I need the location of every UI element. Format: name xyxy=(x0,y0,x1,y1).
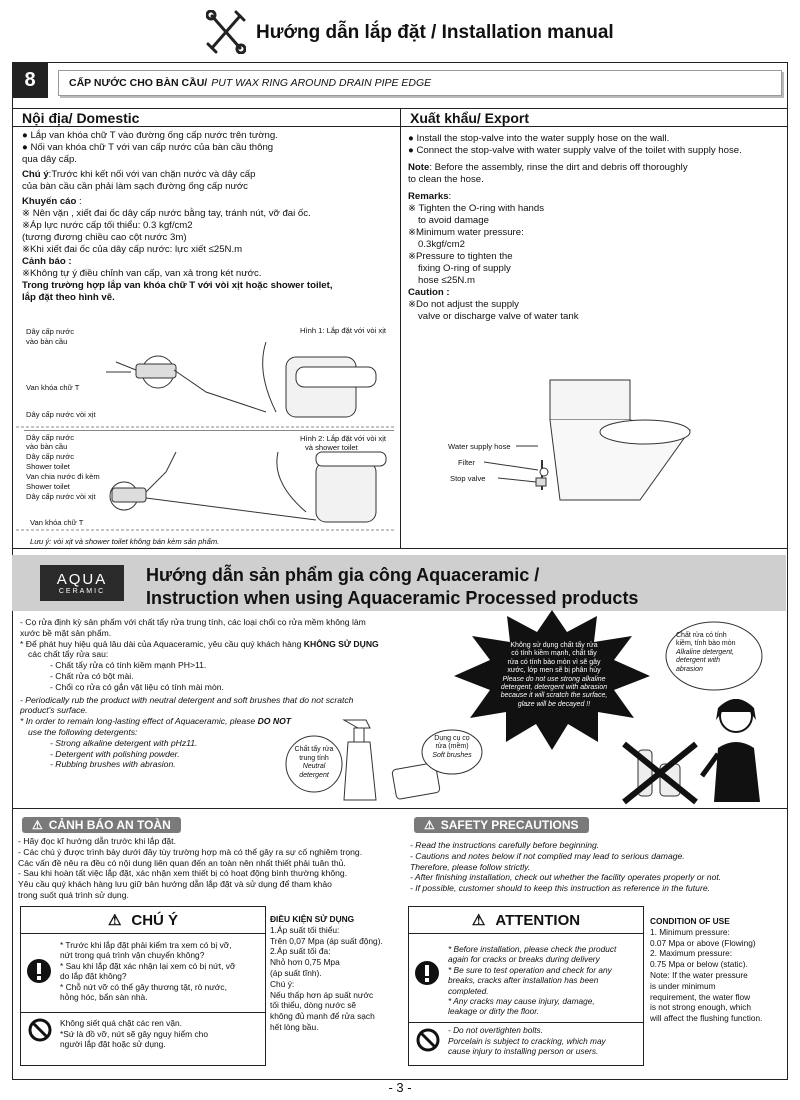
chu-y-line: * Trước khi lắp đặt phải kiểm tra xem có bị vỡ, xyxy=(60,940,232,950)
attention-line: * Before installation, please check the product xyxy=(448,944,617,954)
cond-vi-line: Chú ý: xyxy=(270,978,295,989)
starburst-line: xước, lớp men sẽ bị phân hủy xyxy=(507,667,601,675)
export-note-line2: to clean the hose. xyxy=(408,174,484,185)
aqua-vi-item: - Chất rửa có bột mài. xyxy=(50,670,134,681)
aqua-en-line: * In order to remain long-lasting effect of Aquaceramic, please xyxy=(20,716,258,727)
cond-en-line: requirement, the water flow xyxy=(650,991,751,1002)
bubble-line: detergent with xyxy=(676,657,720,665)
safety-en-line: Therefore, please follow strictly. xyxy=(410,861,531,872)
warn-label: Cảnh báo : xyxy=(22,256,72,267)
safety-vi-text xyxy=(18,836,398,901)
remarks-colon: : xyxy=(448,191,452,202)
starburst-line: glaze will be decayed !! xyxy=(517,700,591,708)
exclamation-icon xyxy=(26,958,52,989)
aqua-vi-line: xước bề mặt sản phẩm. xyxy=(20,627,112,638)
attention-text2 xyxy=(448,1025,640,1057)
remark-line: hose ≤25N.m xyxy=(418,275,475,286)
chu-y-head xyxy=(21,907,265,934)
starburst-line: Please do not use strong alkaline xyxy=(502,675,606,683)
bubble-line: trung tính xyxy=(299,754,329,762)
starburst-line: because it will scratch the surface, xyxy=(500,692,608,700)
domestic-footnote: Lưu ý: vòi xịt và shower toilet không bán kèm sản phẩm. xyxy=(30,537,220,546)
bubble-line: abrasion xyxy=(676,665,703,673)
attention-head xyxy=(409,907,643,934)
caution-label: Caution : xyxy=(408,287,450,298)
note-text: :Trước khi kết nối với van chặn nước và dây cấp xyxy=(48,169,256,180)
bubble-line: Chất tẩy rửa xyxy=(294,746,334,753)
chu-y-line: nứt trong quá trình vận chuyển không? xyxy=(60,950,205,961)
cond-en-line: Note: If the water pressure xyxy=(650,969,748,980)
attention-line: completed. xyxy=(448,985,489,996)
bubble-line: Dụng cụ cọ xyxy=(434,735,470,742)
chu-y-line: * Sau khi lắp đặt xác nhận lại xem có bị nứt, vỡ xyxy=(60,960,236,971)
crossed-detergent-icon xyxy=(620,740,700,806)
cond-vi-line: 1.Áp suất tối thiểu: xyxy=(270,924,340,935)
remark-line: ※ Tighten the O-ring with hands xyxy=(408,203,545,214)
aqua-en-item: - Strong alkaline detergent with pHz11. xyxy=(50,737,198,748)
starburst-line: rửa có tính bào mòn vì sẽ gây xyxy=(507,658,601,666)
aqua-vi-bold: KHÔNG SỬ DỤNG xyxy=(303,638,379,649)
starburst-line: detergent, detergent with abrasion xyxy=(500,684,608,692)
aqua-logo xyxy=(40,565,124,601)
fig2-caption1: Hình 2: Lắp đặt với vòi xịt xyxy=(300,434,387,443)
safety-vi-pill xyxy=(22,817,181,833)
aqua-title-2: Instruction when using Aquaceramic Processed products xyxy=(146,588,639,608)
fig2-label: Dây cấp nước vòi xịt xyxy=(26,492,96,501)
starburst-text xyxy=(484,642,624,709)
cond-vi-line: 2.Áp suất tối đa: xyxy=(270,946,331,957)
rec-line: ※ Nên vặn , xiết đai ốc dây cấp nước bằng tay, tránh nút, vỡ đai ốc. xyxy=(22,208,311,219)
cond-vi-line: không đủ mạnh để rửa sạch xyxy=(270,1011,375,1022)
fig2-valve: Van khóa chữ T xyxy=(30,518,84,527)
prohibited-icon xyxy=(416,1028,440,1057)
remarks-label: Remarks xyxy=(408,191,449,202)
export-heading: Xuất khẩu/ Export xyxy=(410,110,530,126)
aqua-en-line: use the following detergents: xyxy=(28,726,138,737)
bold-line: Trong trường hợp lắp van khóa chữ T với vòi xịt hoặc shower toilet, xyxy=(22,280,333,291)
bold-line: lắp đặt theo hình vẽ. xyxy=(22,292,115,303)
chu-y-text xyxy=(60,940,260,1002)
safety-vi-pill-text: CẢNH BÁO AN TOÀN xyxy=(48,818,171,832)
domestic-line: ● Nối van khóa chữ T với van cấp nước của bàn cầu thông xyxy=(22,142,274,153)
aqua-vi-line: các chất tẩy rửa sau: xyxy=(28,649,109,660)
export-note-text: : Before the assembly, rinse the dirt and debris off thoroughly xyxy=(429,162,688,173)
attention-line2: - Do not overtighten bolts. xyxy=(448,1025,544,1035)
aqua-en-line: product's surface. xyxy=(20,705,88,716)
fig1-label-valve: Van khóa chữ T xyxy=(26,383,80,392)
safety-vi-line: - Các chú ý được trình bày dưới đây tùy trường hợp mà có thể gây ra sự cố nghiêm trọng. xyxy=(18,846,363,857)
export-fig-valve: Stop valve xyxy=(450,474,486,483)
safety-en-line: - Read the instructions carefully before beginning. xyxy=(410,840,600,850)
remark-line: to avoid damage xyxy=(418,215,489,226)
page-title: Hướng dẫn lắp đặt / Installation manual xyxy=(256,22,614,43)
chu-y-line: * Chỗ nứt vỡ có thể gây thương tật, rò nước, xyxy=(60,981,227,992)
aqua-en-line: - Periodically rub the product with neutral detergent and soft brushes that do not scratch xyxy=(20,694,354,705)
person-illustration xyxy=(696,690,776,802)
attention-line: * Any cracks may cause injury, damage, xyxy=(448,996,595,1007)
warning-triangle-icon: ⚠ xyxy=(32,818,43,832)
domestic-heading: Nội địa/ Domestic xyxy=(22,110,140,126)
safety-vi-line: - Hãy đọc kĩ hướng dẫn trước khi lắp đặt. xyxy=(18,836,176,846)
aqua-title-1: Hướng dẫn sản phẩm gia công Aquaceramic / xyxy=(146,565,540,585)
safety-en-pill xyxy=(414,817,589,833)
cond-vi-line: Nếu thấp hơn áp suất nước xyxy=(270,989,374,1000)
bubble-line: Alkaline detergent, xyxy=(676,648,734,656)
attention-line: * Be sure to test operation and check for any xyxy=(448,964,612,975)
note-line2: của bàn cầu cần phải làm sạch đường ống cấp nước xyxy=(22,181,248,192)
cond-en-line: 2. Maximum pressure: xyxy=(650,948,733,959)
bubble-line: Chất rửa có tính xyxy=(676,632,727,639)
cond-vi-title: ĐIỀU KIỆN SỬ DỤNG xyxy=(270,914,355,924)
safety-en-line: - After finishing installation, check out whether the facility operates properly or not. xyxy=(410,872,722,883)
bubble-neutral-text xyxy=(288,746,340,780)
attention-line: breaks, cracks after installation has been xyxy=(448,975,599,986)
chu-y-text2 xyxy=(60,1018,260,1050)
warning-triangle-icon: ⚠ xyxy=(471,912,486,929)
safety-vi-line: - Sau khi hoàn tất việc lắp đặt, xác nhận xem thiết bị có hoạt động bình thường không. xyxy=(18,868,348,879)
domestic-line: ● Lắp van khóa chữ T vào đường ống cấp nước trên tường. xyxy=(22,130,278,141)
aqua-en-item: - Detergent with polishing powder. xyxy=(50,748,180,759)
safety-en-line: - Cautions and notes below if not complied may lead to serious damage. xyxy=(410,850,685,861)
cond-vi-line: Nhỏ hơn 0,75 Mpa xyxy=(270,957,340,968)
chu-y-line: do lắp đặt không? xyxy=(60,971,127,982)
aqua-title xyxy=(146,564,638,610)
cond-vi-line: Trên 0,07 Mpa (áp suất động). xyxy=(270,935,383,946)
aqua-vi-item: - Chổi cọ rửa có gắn vật liệu có tính mài mòn. xyxy=(50,681,224,692)
bubble-line: kiềm, tính bào mòn xyxy=(676,640,736,648)
step-number: 8 xyxy=(12,62,48,98)
remark-line: fixing O-ring of supply xyxy=(418,263,511,274)
rec-label: Khuyến cáo xyxy=(22,196,77,207)
export-line: ● Install the stop-valve into the water supply hose on the wall. xyxy=(408,133,670,144)
fig1-caption: Hình 1: Lắp đặt với vòi xịt xyxy=(300,326,387,335)
cond-en-line: is not strong enough, which xyxy=(650,1002,752,1013)
export-line: ● Connect the stop-valve with water supply valve of the toilet with supply hose. xyxy=(408,145,742,156)
fig2-label: Shower toilet xyxy=(26,462,70,471)
safety-vi-line: Yêu cầu quý khách hàng lưu giữ bản hướng dẫn lắp đặt và sử dụng để tham khảo xyxy=(18,879,332,890)
cond-en-line: will affect the flushing function. xyxy=(650,1013,763,1024)
cond-vi-line: hết lòng bầu. xyxy=(270,1021,319,1032)
rec-line: (tương đương chiều cao cột nước 3m) xyxy=(22,232,187,243)
chu-y-line2: người lắp đặt hoặc sử dụng. xyxy=(60,1039,166,1050)
rec-line: ※Áp lực nước cấp tối thiểu: 0.3 kgf/cm2 xyxy=(22,220,193,231)
export-text xyxy=(408,133,784,323)
warning-triangle-icon: ⚠ xyxy=(107,912,122,929)
fig2-caption2: và shower toilet xyxy=(305,443,358,452)
bubble-line: rửa (mềm) xyxy=(435,743,469,751)
aqua-en-bold: DO NOT xyxy=(257,716,291,727)
cond-vi-line: tối thiểu, dòng nước sẽ xyxy=(270,1000,357,1011)
export-fig-filter: Filter xyxy=(458,458,475,467)
remark-line: ※Minimum water pressure: xyxy=(408,227,524,238)
bubble-line: Soft brushes xyxy=(432,751,472,759)
bubble-brush-text xyxy=(424,735,480,760)
bubble-line: detergent xyxy=(299,771,329,779)
fig1-label-supply1: Dây cấp nước xyxy=(26,327,75,336)
rec-line: ※Khi xiết đai ốc của dây cấp nước: lực xiết ≤25N.m xyxy=(22,244,243,255)
warn-line: ※Không tự ý điều chỉnh van cấp, van xả trong két nước. xyxy=(22,268,262,279)
fig2-label: Dây cấp nước xyxy=(26,433,75,442)
chu-y-line2: *Sứ là đồ vỡ, nứt sẽ gây nguy hiểm cho xyxy=(60,1028,208,1039)
cond-vi-line: (áp suất tĩnh). xyxy=(270,967,322,978)
exclamation-icon xyxy=(414,960,440,991)
cond-en-line: 0.07 Mpa or above (Flowing) xyxy=(650,937,756,948)
cond-en-line: 0.75 Mpa or below (static). xyxy=(650,959,748,970)
aqua-logo-line1: AQUA xyxy=(56,571,108,588)
step-title-en: PUT WAX RING AROUND DRAIN PIPE EDGE xyxy=(211,77,432,89)
starburst-line: Không sử dụng chất tẩy rửa xyxy=(510,642,598,649)
attention-line2: Porcelain is subject to cracking, which may xyxy=(448,1035,606,1046)
attention-text xyxy=(448,944,640,1017)
export-note-label: Note xyxy=(408,162,430,173)
safety-vi-line: trong suốt quá trình sử dụng. xyxy=(18,889,129,900)
bubble-line: Neutral xyxy=(302,763,326,771)
starburst-line: có tính kiềm mạnh, chất tẩy xyxy=(511,650,597,658)
cond-en-line: is under minimum xyxy=(650,980,716,991)
chu-y-title: CHÚ Ý xyxy=(131,911,179,929)
fig1-label-spray: Dây cấp nước vòi xịt xyxy=(26,410,96,419)
domestic-text xyxy=(22,130,394,304)
cond-en-line: 1. Minimum pressure: xyxy=(650,926,730,937)
aqua-logo-line2: CERAMIC xyxy=(58,588,106,595)
remark-line: ※Pressure to tighten the xyxy=(408,251,513,262)
aqua-vi-line: * Để phát huy hiệu quả lâu dài của Aquaceramic, yêu cầu quý khách hàng xyxy=(20,638,304,649)
prohibited-icon xyxy=(28,1018,52,1047)
fig2-label: Shower toilet xyxy=(26,482,70,491)
tools-icon xyxy=(206,10,246,54)
remark-line: 0.3kgf/cm2 xyxy=(418,239,465,250)
attention-title: ATTENTION xyxy=(495,911,581,929)
step-title xyxy=(58,70,782,96)
attention-line: leakage or dirty the floor. xyxy=(448,1006,540,1017)
fig1-label-supply2: vào bàn cầu xyxy=(26,337,68,346)
attention-line2: cause injury to installing person or users. xyxy=(448,1046,599,1057)
fig2-label: Van chia nước đi kèm xyxy=(26,472,100,481)
warning-triangle-icon: ⚠ xyxy=(424,818,435,832)
fig2-label: vào bàn cầu xyxy=(26,442,68,451)
aqua-vi-item: - Chất tẩy rửa có tính kiềm mạnh PH>11. xyxy=(50,660,207,671)
safety-vi-line: Các vấn đề nêu ra đều có nội dung liên quan đến an toàn nên nhất thiết phải tuân thủ. xyxy=(18,857,346,868)
chu-y-line: hỏng hóc, bẩn sàn nhà. xyxy=(60,992,148,1003)
aqua-en-item: - Rubbing brushes with abrasion. xyxy=(50,759,176,770)
export-fig-hose: Water supply hose xyxy=(448,442,511,451)
note-label: Chú ý xyxy=(22,169,49,180)
attention-line: again for cracks or breaks during delivery xyxy=(448,954,600,965)
page-number: - 3 - xyxy=(388,1080,412,1095)
aqua-vi-line: - Cọ rửa định kỳ sản phẩm với chất tẩy rửa trung tính, các loại chổi cọ rửa mềm không làm xyxy=(20,617,366,627)
domestic-line: qua dây cấp. xyxy=(22,154,77,165)
bubble-alkaline-text xyxy=(676,632,756,674)
cond-en-title: CONDITION OF USE xyxy=(650,916,730,926)
fig2-label: Dây cấp nước xyxy=(26,452,75,461)
safety-en-pill-text: SAFETY PRECAUTIONS xyxy=(440,818,579,832)
caution-line: ※Do not adjust the supply xyxy=(408,299,519,310)
chu-y-line2: Không siết quá chặt các ren vặn. xyxy=(60,1018,182,1028)
caution-line: valve or discharge valve of water tank xyxy=(418,311,579,322)
step-title-vi: CẤP NƯỚC CHO BÀN CẦU/ xyxy=(69,77,208,89)
rec-colon: : xyxy=(76,196,82,207)
safety-en-text xyxy=(410,840,786,894)
safety-en-line: - If possible, customer should to keep this instruction as reference in the future. xyxy=(410,883,710,894)
cond-en xyxy=(650,916,786,1024)
cond-vi xyxy=(270,914,400,1033)
